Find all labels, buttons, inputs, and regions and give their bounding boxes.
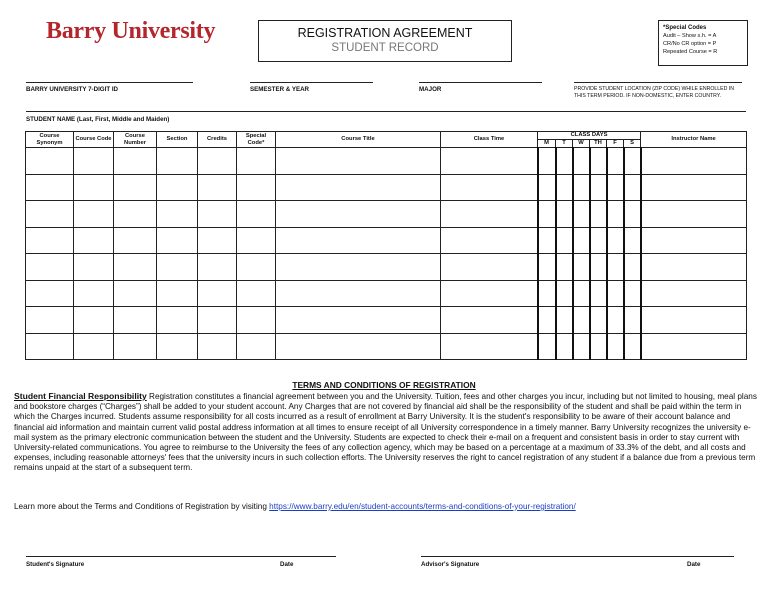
course-cell[interactable] xyxy=(441,280,538,307)
header-course-number: Course Number xyxy=(114,132,157,148)
course-cell[interactable] xyxy=(237,280,276,307)
learn-more-text: Learn more about the Terms and Conditions of Registration by visiting xyxy=(14,502,270,511)
course-cell[interactable] xyxy=(538,201,556,228)
course-cell[interactable] xyxy=(624,148,641,175)
course-cell[interactable] xyxy=(607,174,624,201)
course-cell[interactable] xyxy=(114,254,157,281)
course-cell[interactable] xyxy=(556,280,573,307)
student-name-label: STUDENT NAME (Last, First, Middle and Maiden) xyxy=(26,116,170,123)
course-cell[interactable] xyxy=(641,174,747,201)
course-cell[interactable] xyxy=(26,333,74,360)
course-cell[interactable] xyxy=(198,148,237,175)
course-cell[interactable] xyxy=(624,174,641,201)
course-cell[interactable] xyxy=(114,174,157,201)
course-cell[interactable] xyxy=(573,333,590,360)
course-cell[interactable] xyxy=(26,254,74,281)
header-day-friday: F xyxy=(607,140,624,148)
course-cell[interactable] xyxy=(198,280,237,307)
header-day-wednesday: W xyxy=(573,140,590,148)
course-cell[interactable] xyxy=(607,280,624,307)
course-cell[interactable] xyxy=(157,254,198,281)
course-cell[interactable] xyxy=(276,333,441,360)
course-cell[interactable] xyxy=(198,254,237,281)
terms-paragraph xyxy=(14,391,758,474)
course-cell[interactable] xyxy=(641,280,747,307)
course-cell[interactable] xyxy=(276,148,441,175)
course-table xyxy=(25,131,747,360)
course-cell[interactable] xyxy=(114,148,157,175)
course-cell[interactable] xyxy=(276,174,441,201)
course-cell[interactable] xyxy=(590,333,607,360)
header-credits: Credits xyxy=(198,132,237,148)
course-cell[interactable] xyxy=(573,227,590,254)
course-cell[interactable] xyxy=(641,307,747,334)
course-cell[interactable] xyxy=(641,227,747,254)
course-cell[interactable] xyxy=(276,227,441,254)
header-class-time: Class Time xyxy=(441,132,538,148)
course-cell[interactable] xyxy=(441,148,538,175)
major-label: MAJOR xyxy=(419,86,442,93)
course-cell[interactable] xyxy=(441,174,538,201)
course-cell[interactable] xyxy=(441,307,538,334)
financial-responsibility-heading: Student Financial Responsibility xyxy=(14,391,147,401)
course-cell[interactable] xyxy=(237,148,276,175)
course-cell[interactable] xyxy=(590,307,607,334)
header-section: Section xyxy=(157,132,198,148)
student-location-note: PROVIDE STUDENT LOCATION (ZIP CODE) WHILE ENROLLED IN THIS TERM PERIOD. IF NON-DOMESTIC, ENTER COUNTRY. xyxy=(574,86,734,99)
course-cell[interactable] xyxy=(624,280,641,307)
course-cell[interactable] xyxy=(607,227,624,254)
header-instructor: Instructor Name xyxy=(641,132,747,148)
course-cell[interactable] xyxy=(556,201,573,228)
course-cell[interactable] xyxy=(556,148,573,175)
student-name-field[interactable] xyxy=(26,111,746,123)
course-cell[interactable] xyxy=(538,148,556,175)
course-cell[interactable] xyxy=(157,227,198,254)
course-cell[interactable] xyxy=(237,201,276,228)
student-signature-label: Student's Signature xyxy=(26,561,85,568)
course-cell[interactable] xyxy=(624,254,641,281)
course-cell[interactable] xyxy=(74,307,114,334)
header-special-code: Special Code* xyxy=(237,132,276,148)
course-cell[interactable] xyxy=(276,201,441,228)
course-cell[interactable] xyxy=(590,254,607,281)
course-cell[interactable] xyxy=(624,307,641,334)
terms-body: Registration constitutes a financial agreement between you and the University. Tuition, fees and other charges you incur, including but not limited to housing, meal plans and bookstore charges (“Charges”) shall be added to your student account. Any Charges that are not covered by financial aid shall be the responsibility of the student and shall be paid within the term in which the Charges incurred. Students assume responsibility for all costs incurred as a result of enrollment at Barry University. It is the student's responsibility to be aware of their account balance and financial aid information and maintain current valid postal address information at all times to ensure receipt of all University correspondence in a timely manner. Barry University recognizes the university e-mail system as the primary electronic communication between the student and the University. Students are expected to check their e-mail on a frequent and consistent basis in order to stay current with University-related communications. You agree to reimburse to the University the fees of any collection agency, which may be based on a percentage at a maximum of 33.3% of the debt, and all costs and expenses, including reasonable attorneys' fees that the university incurs in such collection efforts. The University reserves the right to cancel registration of any student if a balance due from a previous term remains unpaid at the start of a subsequent term. xyxy=(14,392,757,473)
terms-title: TERMS AND CONDITIONS OF REGISTRATION xyxy=(292,380,476,390)
course-cell[interactable] xyxy=(641,333,747,360)
header-class-days: CLASS DAYS xyxy=(538,132,641,140)
course-cell[interactable] xyxy=(198,307,237,334)
course-cell[interactable] xyxy=(607,333,624,360)
course-cell[interactable] xyxy=(538,174,556,201)
semester-year-field[interactable] xyxy=(250,82,373,93)
course-cell[interactable] xyxy=(556,174,573,201)
header-day-tuesday: T xyxy=(556,140,573,148)
course-cell[interactable] xyxy=(26,201,74,228)
course-cell[interactable] xyxy=(607,307,624,334)
course-cell[interactable] xyxy=(441,227,538,254)
course-cell[interactable] xyxy=(538,227,556,254)
barry-university-logo: Barry University xyxy=(46,18,216,44)
course-cell[interactable] xyxy=(607,148,624,175)
course-cell[interactable] xyxy=(641,201,747,228)
course-cell[interactable] xyxy=(590,227,607,254)
course-cell[interactable] xyxy=(74,201,114,228)
special-codes-legend xyxy=(658,20,748,66)
course-cell[interactable] xyxy=(538,254,556,281)
course-cell[interactable] xyxy=(157,307,198,334)
course-cell[interactable] xyxy=(26,227,74,254)
student-location-field[interactable] xyxy=(574,82,742,100)
course-cell[interactable] xyxy=(538,307,556,334)
course-cell[interactable] xyxy=(198,174,237,201)
course-cell[interactable] xyxy=(26,307,74,334)
header-course-synonym: Course Synonym xyxy=(26,132,74,148)
course-cell[interactable] xyxy=(538,280,556,307)
course-cell[interactable] xyxy=(556,227,573,254)
course-row xyxy=(26,254,747,281)
course-cell[interactable] xyxy=(276,307,441,334)
course-cell[interactable] xyxy=(237,174,276,201)
course-cell[interactable] xyxy=(573,307,590,334)
course-cell[interactable] xyxy=(590,148,607,175)
course-cell[interactable] xyxy=(573,201,590,228)
course-cell[interactable] xyxy=(590,174,607,201)
major-field[interactable] xyxy=(419,82,542,93)
course-cell[interactable] xyxy=(114,227,157,254)
course-cell[interactable] xyxy=(573,148,590,175)
semester-year-label: SEMESTER & YEAR xyxy=(250,86,310,93)
learn-more-line xyxy=(14,502,576,511)
course-cell[interactable] xyxy=(157,280,198,307)
course-cell[interactable] xyxy=(74,254,114,281)
course-cell[interactable] xyxy=(157,148,198,175)
course-cell[interactable] xyxy=(74,333,114,360)
course-cell[interactable] xyxy=(198,227,237,254)
header-day-monday: M xyxy=(538,140,556,148)
course-cell[interactable] xyxy=(26,148,74,175)
course-cell[interactable] xyxy=(607,201,624,228)
course-cell[interactable] xyxy=(74,227,114,254)
course-cell[interactable] xyxy=(573,280,590,307)
form-title: REGISTRATION AGREEMENT xyxy=(297,26,473,40)
course-cell[interactable] xyxy=(114,201,157,228)
course-cell[interactable] xyxy=(198,333,237,360)
course-cell[interactable] xyxy=(114,280,157,307)
course-cell[interactable] xyxy=(276,280,441,307)
course-cell[interactable] xyxy=(624,227,641,254)
course-row xyxy=(26,148,747,175)
course-cell[interactable] xyxy=(573,174,590,201)
course-row xyxy=(26,307,747,334)
course-cell[interactable] xyxy=(114,307,157,334)
course-row xyxy=(26,201,747,228)
course-cell[interactable] xyxy=(237,254,276,281)
student-signature-line[interactable] xyxy=(26,556,336,568)
student-id-field[interactable] xyxy=(26,82,193,93)
advisor-date-label: Date xyxy=(687,561,701,568)
course-cell[interactable] xyxy=(607,254,624,281)
course-row xyxy=(26,174,747,201)
terms-link[interactable]: https://www.barry.edu/en/student-accounts/terms-and-conditions-of-your-registration/ xyxy=(269,502,576,511)
course-cell[interactable] xyxy=(237,333,276,360)
advisor-signature-line[interactable] xyxy=(421,556,734,568)
header-day-thursday: TH xyxy=(590,140,607,148)
course-cell[interactable] xyxy=(441,201,538,228)
course-cell[interactable] xyxy=(276,254,441,281)
course-cell[interactable] xyxy=(590,201,607,228)
advisor-signature-label: Advisor's Signature xyxy=(421,561,480,568)
course-row xyxy=(26,333,747,360)
course-cell[interactable] xyxy=(157,201,198,228)
student-date-label: Date xyxy=(280,561,294,568)
special-code-audit: Audit – Show s.h. = A xyxy=(663,33,717,39)
special-code-repeated: Repeated Course = R xyxy=(663,49,718,55)
header-day-saturday: S xyxy=(624,140,641,148)
course-cell[interactable] xyxy=(624,333,641,360)
course-cell[interactable] xyxy=(641,148,747,175)
course-cell[interactable] xyxy=(556,307,573,334)
course-row xyxy=(26,227,747,254)
course-cell[interactable] xyxy=(573,254,590,281)
course-cell[interactable] xyxy=(556,254,573,281)
course-row xyxy=(26,280,747,307)
course-cell[interactable] xyxy=(26,280,74,307)
special-code-crnocr: CR/No CR option = P xyxy=(663,41,717,47)
course-cell[interactable] xyxy=(441,333,538,360)
header-course-title: Course Title xyxy=(276,132,441,148)
course-cell[interactable] xyxy=(556,333,573,360)
course-cell[interactable] xyxy=(538,333,556,360)
course-cell[interactable] xyxy=(624,201,641,228)
course-cell[interactable] xyxy=(157,333,198,360)
course-cell[interactable] xyxy=(198,201,237,228)
course-cell[interactable] xyxy=(26,174,74,201)
course-cell[interactable] xyxy=(74,174,114,201)
title-box xyxy=(258,20,512,62)
course-cell[interactable] xyxy=(441,254,538,281)
header-course-code: Course Code xyxy=(74,132,114,148)
course-rows xyxy=(26,148,747,360)
course-cell[interactable] xyxy=(590,280,607,307)
form-subtitle: STUDENT RECORD xyxy=(331,42,439,54)
student-id-label: BARRY UNIVERSITY 7-DIGIT ID xyxy=(26,86,119,93)
course-cell[interactable] xyxy=(237,307,276,334)
course-cell[interactable] xyxy=(114,333,157,360)
course-cell[interactable] xyxy=(74,148,114,175)
course-cell[interactable] xyxy=(74,280,114,307)
course-cell[interactable] xyxy=(641,254,747,281)
course-cell[interactable] xyxy=(237,227,276,254)
course-cell[interactable] xyxy=(157,174,198,201)
special-codes-heading: *Special Codes xyxy=(663,25,707,31)
